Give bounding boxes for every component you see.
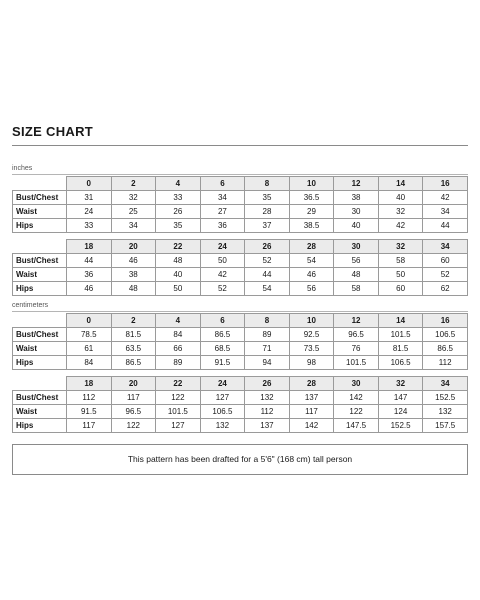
- measurement-cell: 124: [378, 405, 423, 419]
- measurement-cell: 117: [111, 391, 156, 405]
- measurement-cell: 60: [378, 282, 423, 296]
- size-header-cell: 8: [245, 177, 290, 191]
- measurement-cell: 28: [245, 205, 290, 219]
- size-header-cell: 18: [67, 240, 112, 254]
- measurement-cell: 63.5: [111, 342, 156, 356]
- size-header-row: [13, 314, 468, 328]
- measurement-cell: 91.5: [67, 405, 112, 419]
- measurement-cell: 42: [378, 219, 423, 233]
- measurement-cell: 101.5: [156, 405, 201, 419]
- size-header-cell: 26: [245, 377, 290, 391]
- size-header-cell: 2: [111, 314, 156, 328]
- measurement-cell: 30: [334, 205, 379, 219]
- measurement-cell: 76: [334, 342, 379, 356]
- row-label: Bust/Chest: [13, 191, 67, 205]
- size-header-cell: 2: [111, 177, 156, 191]
- measurement-cell: 44: [245, 268, 290, 282]
- measurement-cell: 50: [378, 268, 423, 282]
- size-header-row: [13, 240, 468, 254]
- size-header-cell: 20: [111, 240, 156, 254]
- row-label: Waist: [13, 342, 67, 356]
- measurement-cell: 89: [245, 328, 290, 342]
- measurement-cell: 86.5: [111, 356, 156, 370]
- row-label: Bust/Chest: [13, 254, 67, 268]
- size-header-cell: 30: [334, 240, 379, 254]
- measurement-cell: 33: [156, 191, 201, 205]
- size-header-cell: 4: [156, 177, 201, 191]
- table-row: [13, 191, 468, 205]
- table-row: [13, 268, 468, 282]
- table-row: [13, 328, 468, 342]
- measurement-cell: 46: [67, 282, 112, 296]
- row-label: Bust/Chest: [13, 391, 67, 405]
- size-header-cell: 12: [334, 177, 379, 191]
- measurement-cell: 40: [378, 191, 423, 205]
- measurement-cell: 36: [200, 219, 245, 233]
- measurement-cell: 40: [156, 268, 201, 282]
- measurement-cell: 38: [111, 268, 156, 282]
- measurement-cell: 142: [289, 419, 334, 433]
- measurement-cell: 35: [245, 191, 290, 205]
- height-note: This pattern has been drafted for a 5'6" (168 cm) tall person: [12, 444, 468, 475]
- measurement-cell: 127: [200, 391, 245, 405]
- row-label: Hips: [13, 419, 67, 433]
- measurement-cell: 112: [423, 356, 468, 370]
- measurement-cell: 89: [156, 356, 201, 370]
- size-header-cell: 28: [289, 377, 334, 391]
- unit-label-centimeters: centimeters: [12, 302, 49, 309]
- header-corner: [13, 314, 67, 328]
- row-label: Hips: [13, 219, 67, 233]
- measurement-cell: 106.5: [200, 405, 245, 419]
- measurement-cell: 92.5: [289, 328, 334, 342]
- size-header-cell: 6: [200, 177, 245, 191]
- measurement-cell: 61: [67, 342, 112, 356]
- measurement-cell: 106.5: [378, 356, 423, 370]
- measurement-cell: 27: [200, 205, 245, 219]
- measurement-cell: 84: [67, 356, 112, 370]
- size-header-cell: 0: [67, 314, 112, 328]
- measurement-cell: 152.5: [423, 391, 468, 405]
- measurement-cell: 25: [111, 205, 156, 219]
- measurement-cell: 36: [67, 268, 112, 282]
- size-header-cell: 26: [245, 240, 290, 254]
- measurement-cell: 46: [111, 254, 156, 268]
- measurement-cell: 56: [289, 282, 334, 296]
- header-corner: [13, 240, 67, 254]
- measurement-cell: 68.5: [200, 342, 245, 356]
- table-row: [13, 205, 468, 219]
- measurement-cell: 127: [156, 419, 201, 433]
- measurement-cell: 71: [245, 342, 290, 356]
- size-header-cell: 18: [67, 377, 112, 391]
- measurement-cell: 86.5: [200, 328, 245, 342]
- size-header-cell: 22: [156, 240, 201, 254]
- table-row: [13, 356, 468, 370]
- size-header-cell: 22: [156, 377, 201, 391]
- measurement-cell: 86.5: [423, 342, 468, 356]
- size-header-cell: 34: [423, 377, 468, 391]
- measurement-cell: 60: [423, 254, 468, 268]
- measurement-cell: 52: [245, 254, 290, 268]
- measurement-cell: 33: [67, 219, 112, 233]
- size-header-cell: 14: [378, 314, 423, 328]
- measurement-cell: 26: [156, 205, 201, 219]
- measurement-cell: 35: [156, 219, 201, 233]
- page-title: SIZE CHART: [12, 124, 93, 139]
- row-label: Hips: [13, 282, 67, 296]
- measurement-cell: 58: [334, 282, 379, 296]
- measurement-cell: 122: [156, 391, 201, 405]
- size-header-cell: 24: [200, 240, 245, 254]
- table-row: [13, 391, 468, 405]
- measurement-cell: 52: [200, 282, 245, 296]
- header-corner: [13, 177, 67, 191]
- size-header-cell: 8: [245, 314, 290, 328]
- measurement-cell: 117: [67, 419, 112, 433]
- size-header-cell: 10: [289, 177, 334, 191]
- size-header-cell: 16: [423, 314, 468, 328]
- size-header-cell: 30: [334, 377, 379, 391]
- table-row: [13, 405, 468, 419]
- measurement-cell: 157.5: [423, 419, 468, 433]
- size-header-cell: 28: [289, 240, 334, 254]
- measurement-cell: 34: [423, 205, 468, 219]
- table-row: [13, 282, 468, 296]
- measurement-cell: 48: [156, 254, 201, 268]
- measurement-cell: 98: [289, 356, 334, 370]
- row-label: Waist: [13, 405, 67, 419]
- unit-label-inches: inches: [12, 165, 33, 172]
- measurement-cell: 112: [245, 405, 290, 419]
- unit-divider: [12, 311, 468, 312]
- measurement-cell: 32: [378, 205, 423, 219]
- measurement-cell: 50: [156, 282, 201, 296]
- row-label: Waist: [13, 205, 67, 219]
- measurement-cell: 24: [67, 205, 112, 219]
- measurement-cell: 137: [289, 391, 334, 405]
- measurement-cell: 44: [67, 254, 112, 268]
- measurement-cell: 101.5: [334, 356, 379, 370]
- header-corner: [13, 377, 67, 391]
- table-row: [13, 219, 468, 233]
- measurement-cell: 147: [378, 391, 423, 405]
- measurement-cell: 81.5: [378, 342, 423, 356]
- measurement-cell: 40: [334, 219, 379, 233]
- measurement-cell: 50: [200, 254, 245, 268]
- measurement-cell: 137: [245, 419, 290, 433]
- measurement-cell: 58: [378, 254, 423, 268]
- measurement-cell: 29: [289, 205, 334, 219]
- size-header-cell: 24: [200, 377, 245, 391]
- size-header-cell: 0: [67, 177, 112, 191]
- measurement-cell: 94: [245, 356, 290, 370]
- table-row: [13, 254, 468, 268]
- measurement-cell: 101.5: [378, 328, 423, 342]
- measurement-cell: 44: [423, 219, 468, 233]
- unit-divider: [12, 174, 468, 175]
- size-header-cell: 16: [423, 177, 468, 191]
- measurement-cell: 73.5: [289, 342, 334, 356]
- measurement-cell: 56: [334, 254, 379, 268]
- measurement-cell: 152.5: [378, 419, 423, 433]
- size-table: [12, 176, 468, 233]
- size-header-cell: 34: [423, 240, 468, 254]
- measurement-cell: 132: [423, 405, 468, 419]
- table-row: [13, 419, 468, 433]
- measurement-cell: 112: [67, 391, 112, 405]
- measurement-cell: 122: [334, 405, 379, 419]
- size-header-cell: 10: [289, 314, 334, 328]
- measurement-cell: 81.5: [111, 328, 156, 342]
- measurement-cell: 66: [156, 342, 201, 356]
- measurement-cell: 36.5: [289, 191, 334, 205]
- measurement-cell: 34: [200, 191, 245, 205]
- size-header-cell: 12: [334, 314, 379, 328]
- measurement-cell: 122: [111, 419, 156, 433]
- size-table: [12, 313, 468, 370]
- measurement-cell: 32: [111, 191, 156, 205]
- measurement-cell: 142: [334, 391, 379, 405]
- measurement-cell: 91.5: [200, 356, 245, 370]
- measurement-cell: 96.5: [334, 328, 379, 342]
- size-header-row: [13, 377, 468, 391]
- size-header-cell: 4: [156, 314, 201, 328]
- measurement-cell: 52: [423, 268, 468, 282]
- measurement-cell: 54: [245, 282, 290, 296]
- measurement-cell: 46: [289, 268, 334, 282]
- size-table: [12, 239, 468, 296]
- measurement-cell: 37: [245, 219, 290, 233]
- table-row: [13, 342, 468, 356]
- measurement-cell: 34: [111, 219, 156, 233]
- size-header-row: [13, 177, 468, 191]
- measurement-cell: 84: [156, 328, 201, 342]
- measurement-cell: 78.5: [67, 328, 112, 342]
- measurement-cell: 31: [67, 191, 112, 205]
- measurement-cell: 62: [423, 282, 468, 296]
- row-label: Hips: [13, 356, 67, 370]
- measurement-cell: 38: [334, 191, 379, 205]
- size-table: [12, 376, 468, 433]
- measurement-cell: 147.5: [334, 419, 379, 433]
- measurement-cell: 54: [289, 254, 334, 268]
- measurement-cell: 117: [289, 405, 334, 419]
- measurement-cell: 132: [245, 391, 290, 405]
- size-header-cell: 14: [378, 177, 423, 191]
- measurement-cell: 48: [334, 268, 379, 282]
- measurement-cell: 42: [423, 191, 468, 205]
- row-label: Bust/Chest: [13, 328, 67, 342]
- row-label: Waist: [13, 268, 67, 282]
- size-header-cell: 20: [111, 377, 156, 391]
- measurement-cell: 132: [200, 419, 245, 433]
- measurement-cell: 42: [200, 268, 245, 282]
- size-header-cell: 32: [378, 240, 423, 254]
- measurement-cell: 48: [111, 282, 156, 296]
- size-header-cell: 6: [200, 314, 245, 328]
- size-header-cell: 32: [378, 377, 423, 391]
- measurement-cell: 38.5: [289, 219, 334, 233]
- measurement-cell: 106.5: [423, 328, 468, 342]
- measurement-cell: 96.5: [111, 405, 156, 419]
- title-divider: [12, 145, 468, 146]
